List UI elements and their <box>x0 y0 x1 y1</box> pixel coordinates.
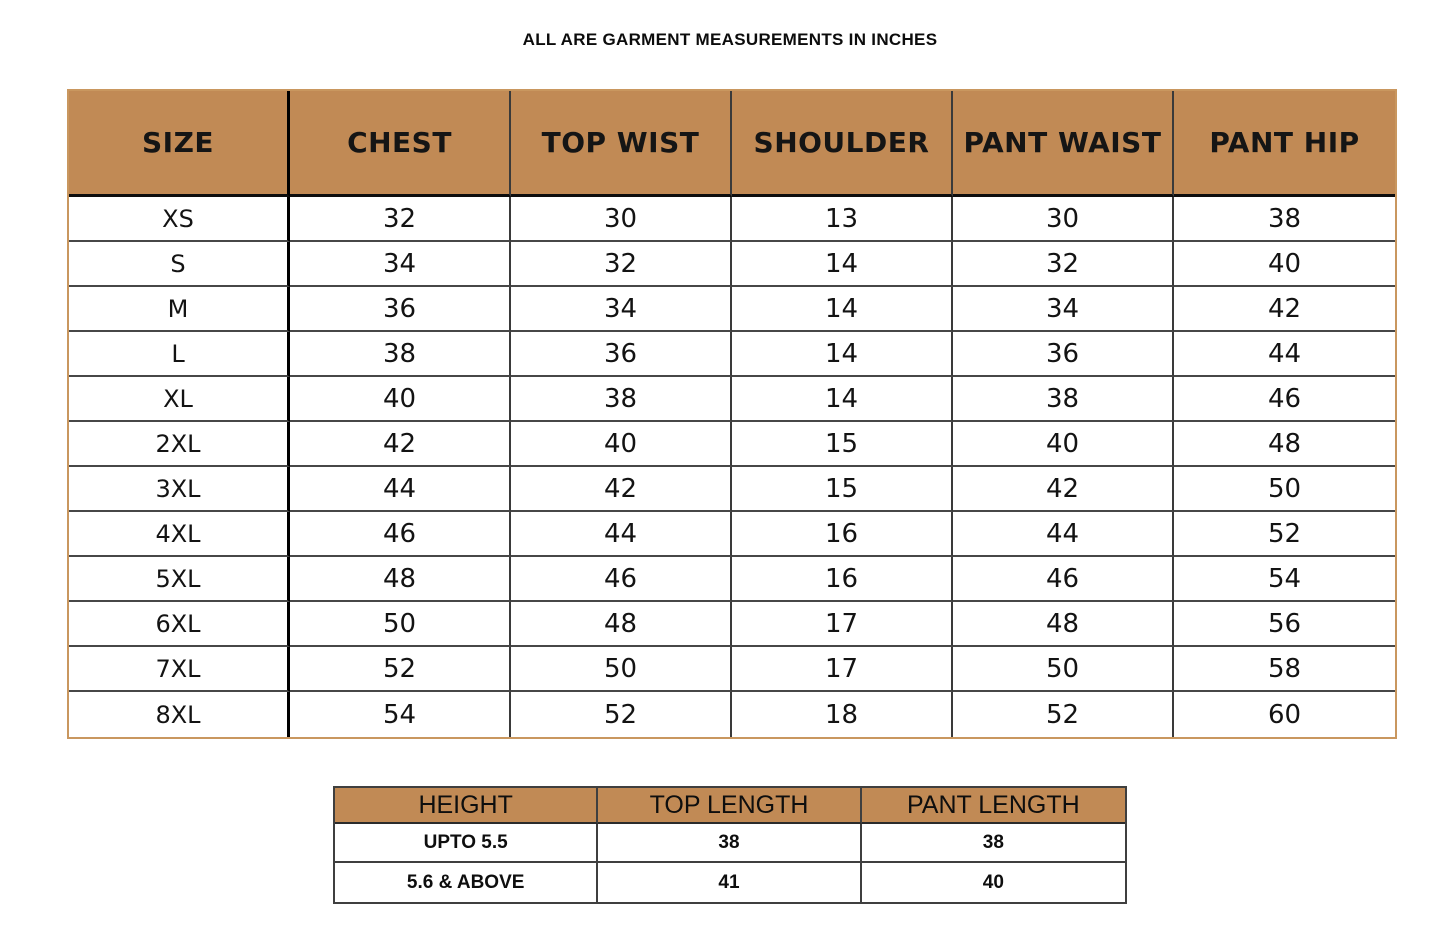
table-cell: 38 <box>862 824 1125 863</box>
table-cell: 46 <box>953 557 1174 602</box>
size-table <box>67 89 1397 739</box>
table-cell: 15 <box>732 422 953 467</box>
length-table-body <box>335 824 1125 902</box>
size-table-body <box>69 197 1395 737</box>
table-row <box>69 197 1395 242</box>
table-cell: 32 <box>290 197 511 242</box>
table-cell: 46 <box>511 557 732 602</box>
table-cell: XS <box>69 197 290 242</box>
table-cell: 14 <box>732 332 953 377</box>
column-header-top-length: TOP LENGTH <box>598 788 861 824</box>
column-header-top-waist: TOP WIST <box>511 91 732 197</box>
table-row <box>69 467 1395 512</box>
table-row <box>335 863 1125 902</box>
table-cell: 42 <box>953 467 1174 512</box>
table-cell: 17 <box>732 602 953 647</box>
table-cell: 54 <box>1174 557 1395 602</box>
table-cell: 52 <box>511 692 732 737</box>
column-header-pant-waist: PANT WAIST <box>953 91 1174 197</box>
table-cell: 44 <box>511 512 732 557</box>
table-cell: 44 <box>1174 332 1395 377</box>
table-row <box>335 824 1125 863</box>
table-cell: 48 <box>953 602 1174 647</box>
table-cell: 30 <box>511 197 732 242</box>
table-cell: 44 <box>290 467 511 512</box>
length-table-header <box>335 788 1125 824</box>
table-cell: 40 <box>953 422 1174 467</box>
header-row <box>69 91 1395 197</box>
table-cell: 7XL <box>69 647 290 692</box>
table-cell: 50 <box>511 647 732 692</box>
column-header-chest: CHEST <box>290 91 511 197</box>
table-cell: 14 <box>732 287 953 332</box>
table-cell: 38 <box>598 824 861 863</box>
table-cell: XL <box>69 377 290 422</box>
table-cell: 13 <box>732 197 953 242</box>
table-cell: 41 <box>598 863 861 902</box>
table-cell: 38 <box>511 377 732 422</box>
table-row <box>69 242 1395 287</box>
column-header-size: SIZE <box>69 91 290 197</box>
table-cell: 36 <box>953 332 1174 377</box>
length-table <box>333 786 1127 904</box>
table-cell: 48 <box>511 602 732 647</box>
table-cell: 38 <box>290 332 511 377</box>
table-cell: 46 <box>1174 377 1395 422</box>
table-cell: 5XL <box>69 557 290 602</box>
table-cell: 48 <box>1174 422 1395 467</box>
table-cell: 50 <box>1174 467 1395 512</box>
table-cell: 60 <box>1174 692 1395 737</box>
table-cell: 32 <box>511 242 732 287</box>
table-cell: 42 <box>1174 287 1395 332</box>
table-cell: 52 <box>290 647 511 692</box>
table-cell: 46 <box>290 512 511 557</box>
table-row <box>69 647 1395 692</box>
column-header-pant-hip: PANT HIP <box>1174 91 1395 197</box>
column-header-pant-length: PANT LENGTH <box>862 788 1125 824</box>
table-cell: 42 <box>290 422 511 467</box>
table-cell: 5.6 & ABOVE <box>335 863 598 902</box>
table-cell: L <box>69 332 290 377</box>
table-cell: 16 <box>732 512 953 557</box>
table-cell: 14 <box>732 242 953 287</box>
table-cell: 34 <box>953 287 1174 332</box>
table-cell: 42 <box>511 467 732 512</box>
table-row <box>69 512 1395 557</box>
table-cell: 2XL <box>69 422 290 467</box>
table-cell: 8XL <box>69 692 290 737</box>
table-row <box>69 287 1395 332</box>
header-row <box>335 788 1125 824</box>
table-row <box>69 332 1395 377</box>
table-cell: 40 <box>511 422 732 467</box>
table-row <box>69 692 1395 737</box>
column-header-height: HEIGHT <box>335 788 598 824</box>
table-cell: 4XL <box>69 512 290 557</box>
table-row <box>69 602 1395 647</box>
page-title: ALL ARE GARMENT MEASUREMENTS IN INCHES <box>522 30 938 49</box>
table-cell: 52 <box>1174 512 1395 557</box>
table-row <box>69 557 1395 602</box>
table-cell: S <box>69 242 290 287</box>
table-cell: 56 <box>1174 602 1395 647</box>
table-cell: 17 <box>732 647 953 692</box>
table-cell: 3XL <box>69 467 290 512</box>
table-cell: 32 <box>953 242 1174 287</box>
table-cell: 54 <box>290 692 511 737</box>
table-cell: 6XL <box>69 602 290 647</box>
table-cell: 38 <box>1174 197 1395 242</box>
table-cell: 15 <box>732 467 953 512</box>
table-cell: 30 <box>953 197 1174 242</box>
column-header-shoulder: SHOULDER <box>732 91 953 197</box>
table-cell: 48 <box>290 557 511 602</box>
table-cell: 38 <box>953 377 1174 422</box>
table-cell: 50 <box>290 602 511 647</box>
table-cell: 18 <box>732 692 953 737</box>
size-table-header <box>69 91 1395 197</box>
table-cell: 40 <box>290 377 511 422</box>
table-cell: 34 <box>511 287 732 332</box>
table-cell: 52 <box>953 692 1174 737</box>
table-cell: 14 <box>732 377 953 422</box>
table-row <box>69 422 1395 467</box>
table-cell: 58 <box>1174 647 1395 692</box>
table-cell: 34 <box>290 242 511 287</box>
table-cell: 36 <box>290 287 511 332</box>
table-cell: 36 <box>511 332 732 377</box>
table-cell: 50 <box>953 647 1174 692</box>
table-cell: 40 <box>1174 242 1395 287</box>
table-cell: 44 <box>953 512 1174 557</box>
table-row <box>69 377 1395 422</box>
table-cell: 40 <box>862 863 1125 902</box>
table-cell: UPTO 5.5 <box>335 824 598 863</box>
table-cell: 16 <box>732 557 953 602</box>
table-cell: M <box>69 287 290 332</box>
